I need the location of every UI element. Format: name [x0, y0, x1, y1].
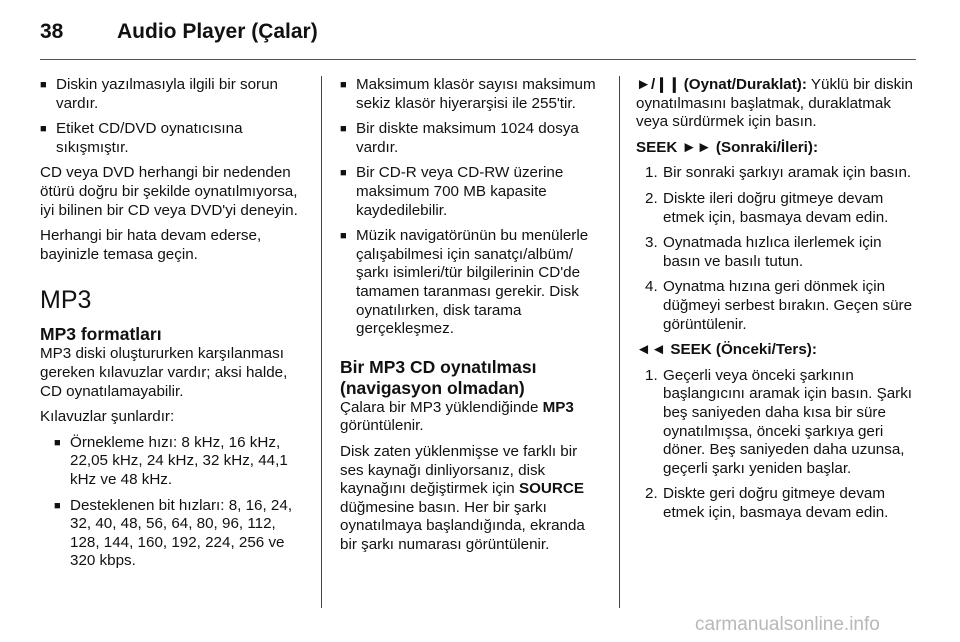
list-item: ■ Diskin yazılmasıyla ilgili bir sorun vardır.: [40, 76, 308, 113]
step-text: Diskte geri doğru gitmeye devam etmek için, basmaya devam edin.: [663, 485, 889, 521]
list-item: [636, 278, 916, 334]
seek-next-heading: [636, 139, 916, 158]
step-number: 2.: [645, 189, 658, 207]
page-title: Audio Player (Çalar): [117, 20, 318, 43]
section-heading-mp3: MP3: [40, 286, 92, 315]
source-button-label: SOURCE: [518, 480, 584, 498]
guidelines-list: [40, 434, 308, 571]
paragraph: MP3 diski oluştururken karşılanması gereken kılavuzlar vardır; aksi halde, CD oynatılamayabilir.: [40, 345, 288, 400]
rewind-icon: ◄◄: [636, 341, 667, 359]
column-divider-1: [321, 76, 322, 608]
step-text: Geçerli veya önceki şarkının başlangıcını aramak için basın. Şarkı beş saniyeden daha kısa bir süre oynatılmışsa, önceki şarkıya geri döner. Beş saniyeden daha uzunsa, geçerli şarkı yeniden başlar.: [663, 366, 913, 477]
list-item: [636, 164, 916, 183]
list-item: [636, 190, 916, 227]
list-item: ■ Müzik navigatörünün bu menülerle çalışabilmesi için sanatçı/albüm/şarkı isimleri/tür bilgilerinin CD'de tamamen taranması gerekir. Disk oynatılırken, disk tarama gerçekleşmez.: [340, 227, 604, 339]
step-number: 3.: [645, 234, 658, 252]
text: Çalara bir MP3 yüklendiğinde: [340, 398, 543, 416]
step-text: Oynatmada hızlıca ilerlemek için basın ve basılı tutun.: [663, 234, 882, 270]
step-number: 2.: [645, 485, 658, 503]
list-item: ■ Etiket CD/DVD oynatıcısına sıkışmıştır.: [40, 120, 308, 157]
subheading-mp3-formats: MP3 formatları: [40, 324, 162, 345]
page-number: 38: [40, 20, 64, 43]
list-item: ■ Örnekleme hızı: 8 kHz, 16 kHz, 22,05 kHz, 24 kHz, 32 kHz, 44,1 kHz ve 48 kHz.: [54, 434, 308, 490]
paragraph: Herhangi bir hata devam ederse, bayinizle temasa geçin.: [40, 227, 262, 263]
column-1: [40, 76, 308, 578]
text: görüntülenir.: [340, 417, 424, 435]
list-item: [636, 485, 916, 522]
text: Yüklü bir diskin oynatılmasını başlatmak, duraklatmak veya sürdürmek için basın.: [636, 76, 914, 131]
column-3: [636, 76, 916, 529]
fast-forward-icon: ►►: [681, 138, 712, 156]
list-item: ■ Maksimum klasör sayısı maksimum sekiz klasör hiyerarşisi ile 255'tir.: [340, 76, 604, 113]
paragraph: [340, 399, 604, 436]
paragraph: Kılavuzlar şunlardır:: [40, 408, 175, 426]
mp3-limits-list: [340, 76, 604, 339]
step-number: 1.: [645, 164, 658, 182]
list-item: ■ Bir diskte maksimum 1024 dosya vardır.: [340, 120, 604, 157]
seek-next-steps: [636, 164, 916, 334]
list-item: [636, 234, 916, 271]
play-pause-paragraph: [636, 76, 916, 132]
text: SEEK (Önceki/Ters):: [670, 341, 817, 359]
list-item: ■ Desteklenen bit hızları: 8, 16, 24, 32, 40, 48, 56, 64, 80, 96, 112, 128, 144, 160, 192, 224, 256 ve 320 kbps.: [54, 497, 308, 571]
step-text: Oynatma hızına geri dönmek için düğmeyi serbest bırakın. Geçen süre görüntülenir.: [663, 278, 913, 333]
list-item: ■ Bir CD-R veya CD-RW üzerine maksimum 700 MB kapasite kaydedilebilir.: [340, 164, 604, 220]
play-pause-label: (Oynat/Duraklat):: [683, 76, 807, 93]
step-number: 1.: [645, 366, 658, 384]
watermark: carmanualsonline.info: [695, 614, 880, 635]
disc-problem-list: [40, 76, 308, 157]
play-pause-icon: ►/❙❙: [636, 76, 681, 93]
header-divider: [40, 59, 916, 60]
column-divider-2: [619, 76, 620, 608]
list-item: [636, 367, 916, 479]
text: SEEK: [636, 138, 678, 156]
subheading-play-mp3: Bir MP3 CD oynatılması (navigasyon olmadan): [340, 356, 537, 398]
text: (Sonraki/İleri):: [715, 138, 819, 156]
seek-prev-steps: [636, 367, 916, 523]
step-number: 4.: [645, 278, 658, 296]
column-2: [340, 76, 604, 561]
step-text: Bir sonraki şarkıyı aramak için basın.: [663, 164, 912, 182]
display-mp3-label: MP3: [542, 398, 574, 416]
text: Disk zaten yüklenmişse ve farklı bir ses kaynağı dinliyorsanız, disk kaynağını değiştirmek için: [340, 442, 578, 498]
seek-prev-heading: [636, 341, 916, 360]
paragraph: CD veya DVD herhangi bir nedenden ötürü doğru bir şekilde oynatılmıyorsa, iyi bilinen bir CD veya DVD'yi deneyin.: [40, 164, 298, 219]
paragraph: [340, 443, 604, 555]
step-text: Diskte ileri doğru gitmeye devam etmek için, basmaya devam edin.: [663, 189, 889, 226]
text: düğmesine basın. Her bir şarkı oynatılmaya başlandığında, ekranda bir şarkı numarası görüntülenir.: [340, 498, 585, 553]
